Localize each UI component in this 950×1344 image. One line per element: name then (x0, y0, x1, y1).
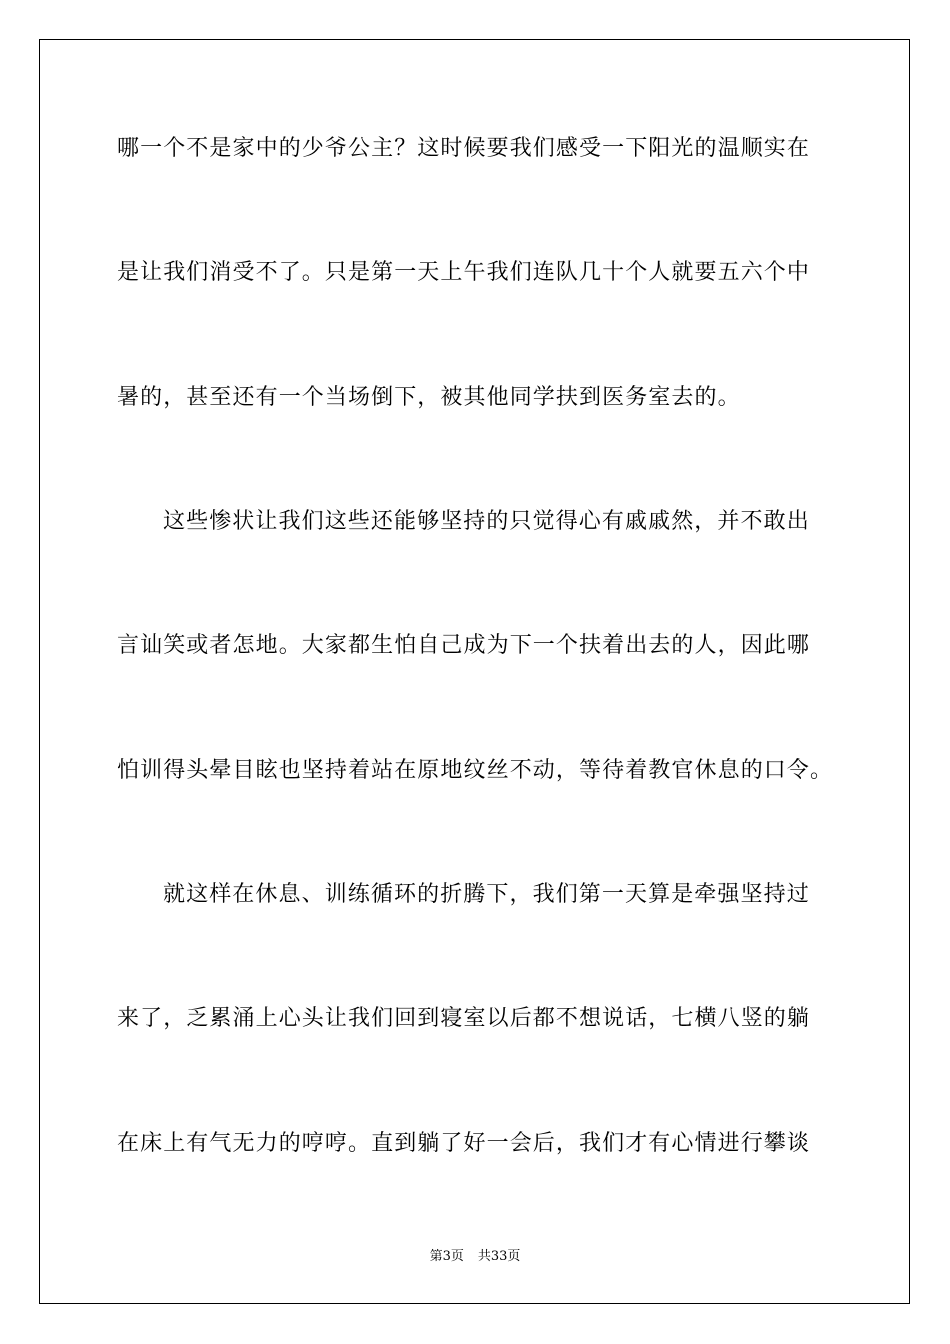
paragraph-first-line: 就这样在休息、训练循环的折腾下，我们第一天算是牵强坚持过 (163, 882, 810, 907)
page-total: 共33页 (477, 1249, 521, 1264)
body-text-line: 暑的，甚至还有一个当场倒下，被其他同学扶到医务室去的。 (117, 385, 741, 410)
page-number: 第3页 (429, 1249, 464, 1264)
body-text-line: 来了，乏累涌上心头让我们回到寝室以后都不想说话，七横八竖的躺 (117, 1006, 811, 1031)
page-border (39, 39, 910, 1304)
paragraph-first-line: 这些惨状让我们这些还能够坚持的只觉得心有戚戚然，并不敢出 (163, 509, 810, 534)
body-text-line: 哪一个不是家中的少爷公主？这时候要我们感受一下阳光的温顺实在 (117, 136, 811, 161)
body-text-line: 在床上有气无力的哼哼。直到躺了好一会后，我们才有心情进行攀谈 (117, 1131, 811, 1156)
body-text-line: 怕训得头晕目眩也坚持着站在原地纹丝不动，等待着教官休息的口令。 (117, 758, 834, 783)
page-footer (0, 1248, 950, 1266)
body-text-line: 言讪笑或者怎地。大家都生怕自己成为下一个扶着出去的人，因此哪 (117, 633, 811, 658)
body-text-line: 是让我们消受不了。只是第一天上午我们连队几十个人就要五六个中 (117, 260, 811, 285)
